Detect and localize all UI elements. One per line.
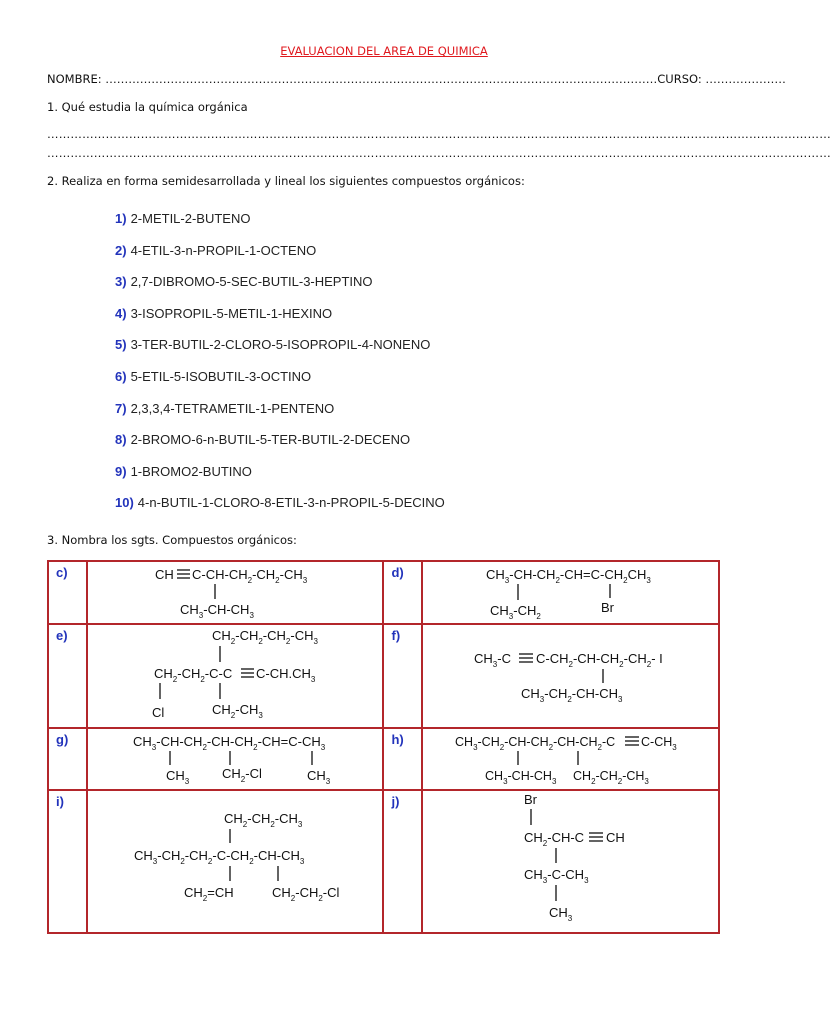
structure-cell-i (87, 790, 384, 933)
structure-c (88, 562, 388, 624)
compound-name: 2-BROMO-6-n-BUTIL-5-TER-BUTIL-2-DECENO (130, 432, 411, 448)
list-item (115, 400, 445, 432)
compounds-table (47, 560, 720, 934)
svg-text:CH3-CH2-CH-CH3: $CH_3-CH_2-CH-CH_3$ (521, 686, 623, 704)
item-number: 2) (115, 242, 127, 258)
svg-text:CH3-CH2-CH-CH2-CH-CH2-C: $CH_3-CH_2-CH-CH_2-CH-CH_2-C$ (455, 735, 616, 752)
svg-text:CH3: $CH_3$ (165, 768, 189, 786)
structure-cell-e (87, 624, 384, 728)
svg-text:CH3: $CH_3$ (306, 768, 330, 786)
svg-text:C-CH.CH3: $C-CH.CH_3$ (255, 666, 316, 684)
item-number: 4) (115, 305, 127, 321)
svg-text:CH3-C-CH3: $CH_3-C-CH_3$ (524, 867, 589, 885)
structure-i (88, 791, 388, 931)
svg-text:CH3-CH-CH3: $CH_3-CH-CH_3$ (179, 602, 254, 620)
label-e: e) (48, 624, 87, 728)
item-number: 5) (115, 337, 127, 353)
svg-text:CH2-CH3: $CH_2-CH_3$ (211, 702, 263, 720)
structure-g (88, 729, 388, 789)
label-c: c) (48, 561, 87, 624)
compound-name: 1-BROMO2-BUTINO (130, 463, 252, 479)
svg-text:CH2-CH2-Cl: $CH_2-CH_2-Cl$ (271, 885, 340, 903)
structure-cell-c (87, 561, 384, 624)
svg-text:Cl: Cl (151, 705, 164, 720)
svg-text:Br: Br (524, 792, 538, 807)
answer-line: ………………………………………………………………………………………………………………………………………………………………………………… (47, 127, 831, 141)
answer-line: ………………………………………………………………………………………………………………………………………………………………………………… (47, 146, 831, 160)
item-number: 8) (115, 432, 127, 448)
item-number: 7) (115, 400, 127, 416)
label-i: i) (48, 790, 87, 933)
label-h: h) (383, 728, 422, 790)
label-j: j) (383, 790, 422, 933)
svg-text:CH2=CH: $CH_2=CH$ (183, 885, 234, 903)
structure-h (423, 729, 723, 789)
svg-text:CH3-CH-CH3: $CH_3-CH-CH_3$ (485, 769, 557, 786)
list-item (115, 273, 445, 305)
list-item (115, 431, 445, 463)
compound-name: 3-TER-BUTIL-2-CLORO-5-ISOPROPIL-4-NONENO (130, 337, 431, 353)
triple-bond (625, 737, 639, 745)
structure-e (88, 625, 388, 727)
structure-cell-g (87, 728, 384, 790)
structure-cell-f (422, 624, 719, 728)
triple-bond (519, 654, 533, 662)
svg-text:CH2-CH2-C-C: $CH_2-CH_2-C-C$ (153, 666, 232, 684)
item-number: 9) (115, 463, 127, 479)
svg-text:CH2-CH2-CH3: $CH_2-CH_2-CH_3$ (573, 769, 650, 786)
triple-bond (589, 833, 603, 841)
compound-name: 2-METIL-2-BUTENO (130, 211, 251, 226)
list-item (115, 210, 445, 242)
list-item (115, 368, 445, 400)
compound-name: 4-ETIL-3-n-PROPIL-1-OCTENO (130, 242, 317, 258)
svg-text:CH2-CH2-CH2-CH3: $CH_2-CH_2-CH_2-CH_3$ (211, 628, 318, 646)
compound-list (115, 210, 445, 526)
compound-name: 2,3,3,4-TETRAMETIL-1-PENTENO (130, 400, 335, 416)
item-number: 6) (115, 368, 127, 384)
question-3-prompt: 3. Nombra los sgts. Compuestos orgánicos: (47, 533, 297, 547)
svg-text:CH3-CH2-CH2-C-CH2-CH-CH3: $CH_3-CH_2-CH_2-C-CH_2-CH-CH_3$ (133, 848, 304, 866)
svg-text:CH3: $CH_3$ (549, 905, 573, 923)
svg-text:C-CH3: $C-CH_3$ (641, 735, 677, 752)
svg-text:Br: Br (601, 600, 615, 615)
label-f: f) (383, 624, 422, 728)
page-title: EVALUACION DEL AREA DE QUIMICA (280, 44, 488, 58)
triple-bond (177, 570, 190, 578)
list-item (115, 463, 445, 495)
question-1-prompt: 1. Qué estudia la química orgánica (47, 100, 248, 114)
structure-j (423, 791, 723, 931)
svg-text:CH: CH (154, 567, 174, 582)
question-2-prompt: 2. Realiza en forma semidesarrollada y lineal los siguientes compuestos orgánicos: (47, 174, 525, 188)
list-item (115, 336, 445, 368)
student-info-line: NOMBRE: ………………………………………………………………………………………………………………………………CURSO: ………………… (47, 72, 786, 86)
svg-text:CH3-CH-CH2-CH-CH2-CH=C-CH3: $CH_3-CH-CH_2-CH-CH_2-CH=C-CH_3$ (132, 734, 325, 752)
list-item (115, 242, 445, 274)
svg-text:CH2-CH2-CH3: $CH_2-CH_2-CH_3$ (223, 811, 303, 829)
item-number: 10) (115, 495, 134, 511)
structure-cell-d (422, 561, 719, 624)
triple-bond (241, 669, 254, 677)
svg-text:C-CH-CH2-CH2-CH3: $C-CH-CH_2-CH_2-CH_3$ (191, 567, 307, 585)
svg-text:CH3-C: $CH_3-C$ (474, 651, 512, 669)
svg-text:CH: CH (606, 830, 625, 845)
structure-d (423, 562, 723, 624)
svg-text:C-CH2-CH-CH2-CH2- I: $C-CH_2-CH-CH_2-CH_2-$ I (536, 651, 663, 669)
compound-name: 2,7-DIBROMO-5-SEC-BUTIL-3-HEPTINO (130, 274, 373, 290)
compound-name: 5-ETIL-5-ISOBUTIL-3-OCTINO (130, 368, 312, 384)
svg-text:CH3-CH-CH2-CH=C-CH2CH3: $CH_3-CH-CH_2-CH=C-CH_2CH_3$ (486, 567, 651, 585)
structure-cell-j (422, 790, 719, 933)
svg-text:CH2-CH-C: $CH_2-CH-C$ (524, 830, 585, 848)
item-number: 1) (115, 211, 127, 226)
compound-name: 3-ISOPROPIL-5-METIL-1-HEXINO (130, 305, 333, 321)
label-g: g) (48, 728, 87, 790)
item-number: 3) (115, 274, 127, 290)
structure-f (423, 625, 723, 727)
svg-text:CH2-Cl: $CH_2-Cl$ (221, 766, 262, 784)
list-item (115, 305, 445, 337)
list-item (115, 494, 445, 526)
svg-text:CH3-CH2: $CH_3-CH_2$ (490, 603, 541, 621)
structure-cell-h (422, 728, 719, 790)
compound-name: 4-n-BUTIL-1-CLORO-8-ETIL-3-n-PROPIL-5-DECINO (137, 495, 445, 511)
label-d: d) (383, 561, 422, 624)
